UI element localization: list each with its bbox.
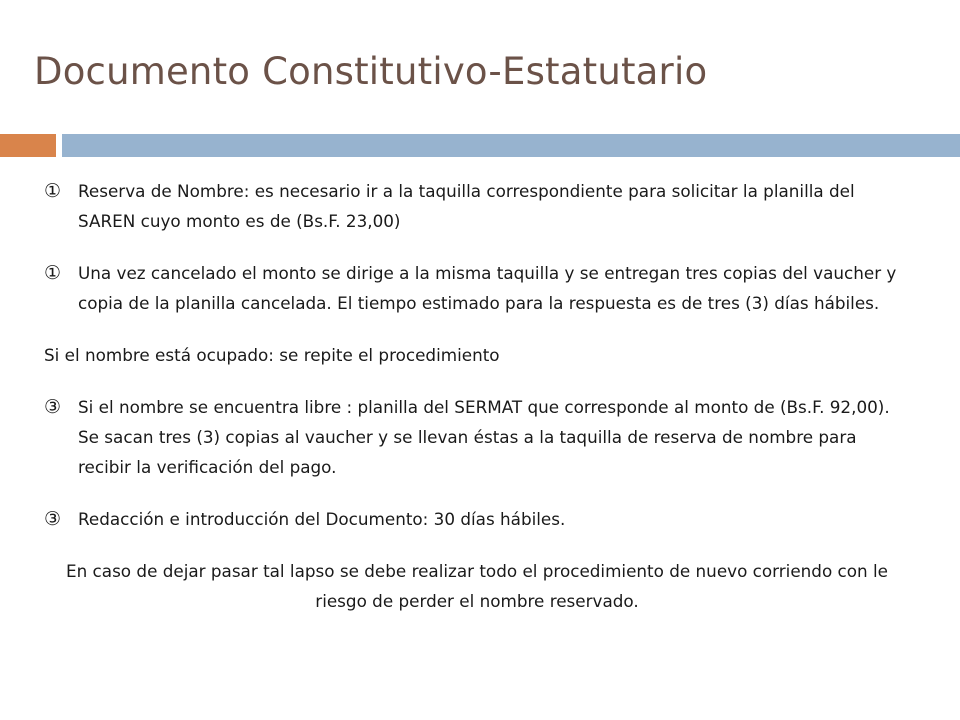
note-name-taken: Si el nombre está ocupado: se repite el procedimiento [44,345,500,365]
title-accent-bar-orange [0,134,56,157]
slide-body [44,176,910,616]
list-item-text: Redacción e introducción del Documento: 30 días hábiles. [78,509,566,529]
page-title: Documento Constitutivo-Estatutario [34,50,708,93]
circled-number-marker: ③ [44,508,62,530]
list-item-name-free [44,392,910,482]
circled-number-marker: ① [44,262,62,284]
list-item-drafting [44,504,910,534]
circled-number-marker: ① [44,180,62,202]
title-accent-bar-blue [62,134,960,157]
circled-number-marker: ③ [44,396,62,418]
list-item-name-reservation [44,176,910,236]
list-item-payment [44,258,910,318]
list-item-text: Reserva de Nombre: es necesario ir a la taquilla correspondiente para solicitar la planilla del SAREN cuyo monto es de (Bs.F. 23,00) [78,181,855,231]
list-item-text: Una vez cancelado el monto se dirige a la misma taquilla y se entregan tres copias del vaucher y copia de la planilla cancelada. El tiempo estimado para la respuesta es de tres (3) días hábiles. [78,263,897,313]
footer-warning: En caso de dejar pasar tal lapso se debe realizar todo el procedimiento de nuevo corriendo con le riesgo de perder el nombre reservado. [65,561,889,611]
list-item-text: Si el nombre se encuentra libre : planilla del SERMAT que corresponde al monto de (Bs.F. 92,00). Se sacan tres (3) copias al vaucher y se llevan éstas a la taquilla de reserva de nombre para recibir la verificación del pago. [78,397,890,477]
